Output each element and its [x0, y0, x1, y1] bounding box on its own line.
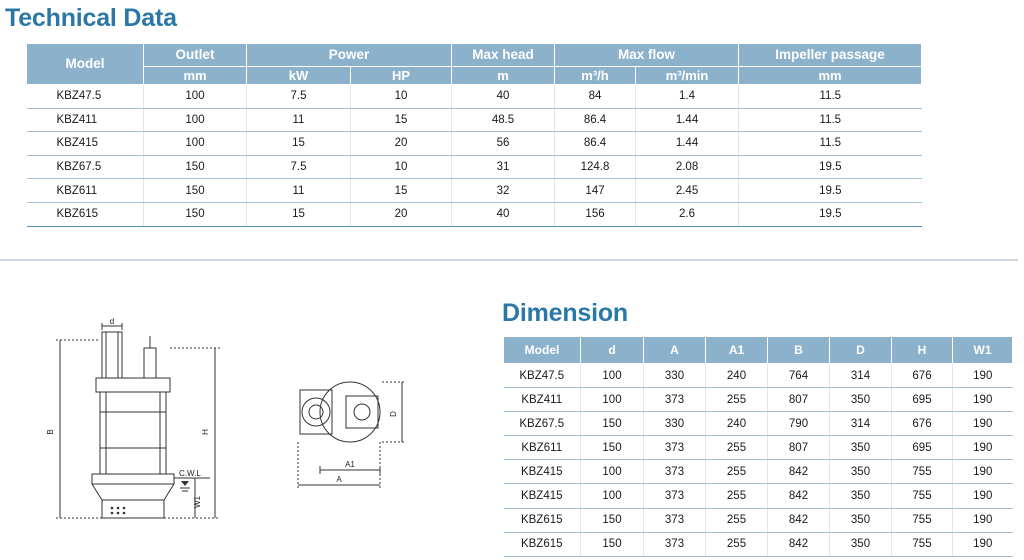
table-cell: 190	[953, 532, 1013, 556]
unit-header: m³/h	[555, 67, 636, 85]
model-cell: KBZ415	[504, 460, 581, 484]
table-cell: 86.4	[555, 132, 636, 156]
table-row	[504, 412, 1013, 436]
table-cell: 314	[830, 364, 892, 388]
table-cell: 240	[706, 412, 768, 436]
table-cell: 150	[144, 179, 247, 203]
table-row	[504, 508, 1013, 532]
table-cell: 19.5	[739, 155, 922, 179]
table-cell: 807	[768, 388, 830, 412]
table-cell: 373	[644, 436, 706, 460]
table-cell: 807	[768, 436, 830, 460]
table-cell: 330	[644, 364, 706, 388]
table-cell: 842	[768, 532, 830, 556]
col-header-max-head: Max head	[452, 44, 555, 67]
table-cell: 2.45	[636, 179, 739, 203]
table-cell: 255	[706, 508, 768, 532]
model-cell: KBZ615	[504, 508, 581, 532]
table-cell: 11.5	[739, 85, 922, 109]
table-cell: 86.4	[555, 108, 636, 132]
col-header: B	[768, 337, 830, 364]
table-cell: 190	[953, 508, 1013, 532]
table-row	[27, 155, 922, 179]
table-cell: 676	[892, 412, 953, 436]
table-cell: 15	[351, 179, 452, 203]
table-cell: 755	[892, 532, 953, 556]
table-row	[504, 388, 1013, 412]
col-header: D	[830, 337, 892, 364]
table-cell: 373	[644, 484, 706, 508]
table-cell: 314	[830, 412, 892, 436]
table-cell: 350	[830, 508, 892, 532]
table-cell: 11.5	[739, 108, 922, 132]
table-row	[504, 484, 1013, 508]
dim-label-d: d	[109, 318, 115, 326]
table-row	[27, 85, 922, 109]
table-cell: 124.8	[555, 155, 636, 179]
table-cell: 15	[247, 132, 351, 156]
table-cell: 19.5	[739, 179, 922, 203]
table-cell: 100	[581, 388, 644, 412]
model-cell: KBZ411	[27, 108, 144, 132]
dim-label-a1: A1	[345, 460, 355, 469]
section-divider	[0, 259, 1018, 261]
table-cell: 11	[247, 179, 351, 203]
table-cell: 240	[706, 364, 768, 388]
table-cell: 373	[644, 388, 706, 412]
table-cell: 7.5	[247, 155, 351, 179]
model-cell: KBZ47.5	[27, 85, 144, 109]
table-row	[504, 436, 1013, 460]
table-cell: 100	[144, 108, 247, 132]
model-cell: KBZ611	[504, 436, 581, 460]
table-cell: 40	[452, 202, 555, 226]
table-cell: 190	[953, 436, 1013, 460]
dim-label-h: H	[201, 429, 210, 435]
unit-header: mm	[144, 67, 247, 85]
table-cell: 190	[953, 460, 1013, 484]
table-cell: 676	[892, 364, 953, 388]
dimension-table	[503, 336, 1013, 557]
table-cell: 20	[351, 132, 452, 156]
table-cell: 31	[452, 155, 555, 179]
table-cell: 100	[144, 132, 247, 156]
col-header-max-flow: Max flow	[555, 44, 739, 67]
table-cell: 255	[706, 388, 768, 412]
header-row	[27, 44, 922, 67]
table-cell: 40	[452, 85, 555, 109]
model-cell: KBZ611	[27, 179, 144, 203]
table-cell: 350	[830, 460, 892, 484]
col-header: A	[644, 337, 706, 364]
table-cell: 150	[144, 202, 247, 226]
pump-side-view-drawing	[40, 318, 230, 528]
dim-label-top-d: D	[389, 411, 398, 417]
table-cell: 56	[452, 132, 555, 156]
table-cell: 842	[768, 484, 830, 508]
dim-label-b: B	[46, 429, 55, 435]
table-row	[504, 460, 1013, 484]
table-cell: 755	[892, 460, 953, 484]
table-cell: 32	[452, 179, 555, 203]
table-cell: 10	[351, 85, 452, 109]
unit-header: m³/min	[636, 67, 739, 85]
table-cell: 1.44	[636, 132, 739, 156]
table-cell: 330	[644, 412, 706, 436]
model-cell: KBZ415	[504, 484, 581, 508]
table-cell: 2.08	[636, 155, 739, 179]
dim-label-w1: W1	[193, 496, 202, 508]
table-row	[27, 179, 922, 203]
table-cell: 695	[892, 436, 953, 460]
table-cell: 755	[892, 508, 953, 532]
model-cell: KBZ67.5	[504, 412, 581, 436]
model-cell: KBZ411	[504, 388, 581, 412]
technical-data-title: Technical Data	[5, 4, 177, 32]
table-cell: 190	[953, 364, 1013, 388]
table-cell: 190	[953, 484, 1013, 508]
table-cell: 350	[830, 388, 892, 412]
table-cell: 150	[581, 436, 644, 460]
dim-label-a: A	[336, 475, 342, 484]
table-cell: 20	[351, 202, 452, 226]
table-cell: 255	[706, 532, 768, 556]
header-row	[504, 337, 1013, 364]
unit-header: mm	[739, 67, 922, 85]
col-header-model: Model	[27, 44, 144, 85]
table-cell: 19.5	[739, 202, 922, 226]
table-cell: 156	[555, 202, 636, 226]
col-header: d	[581, 337, 644, 364]
table-cell: 695	[892, 388, 953, 412]
table-cell: 7.5	[247, 85, 351, 109]
table-cell: 100	[144, 85, 247, 109]
table-cell: 373	[644, 532, 706, 556]
table-cell: 255	[706, 484, 768, 508]
table-cell: 100	[581, 484, 644, 508]
dimension-title: Dimension	[502, 299, 628, 327]
table-cell: 100	[581, 364, 644, 388]
table-row	[27, 132, 922, 156]
unit-header: HP	[351, 67, 452, 85]
table-cell: 190	[953, 388, 1013, 412]
table-cell: 150	[581, 412, 644, 436]
table-cell: 842	[768, 460, 830, 484]
table-cell: 1.4	[636, 85, 739, 109]
table-cell: 190	[953, 412, 1013, 436]
table-cell: 350	[830, 436, 892, 460]
table-cell: 100	[581, 460, 644, 484]
table-cell: 15	[247, 202, 351, 226]
table-cell: 755	[892, 484, 953, 508]
table-cell: 150	[581, 532, 644, 556]
units-row	[27, 67, 922, 85]
table-cell: 15	[351, 108, 452, 132]
table-cell: 373	[644, 460, 706, 484]
table-cell: 150	[144, 155, 247, 179]
col-header-power: Power	[247, 44, 452, 67]
unit-header: m	[452, 67, 555, 85]
table-row	[504, 532, 1013, 556]
table-cell: 11.5	[739, 132, 922, 156]
model-cell: KBZ47.5	[504, 364, 581, 388]
table-cell: 84	[555, 85, 636, 109]
unit-header: kW	[247, 67, 351, 85]
table-cell: 790	[768, 412, 830, 436]
table-cell: 350	[830, 532, 892, 556]
model-cell: KBZ615	[27, 202, 144, 226]
table-cell: 842	[768, 508, 830, 532]
table-row	[27, 202, 922, 226]
pump-top-view-drawing	[292, 372, 417, 497]
table-cell: 350	[830, 484, 892, 508]
table-cell: 373	[644, 508, 706, 532]
model-cell: KBZ415	[27, 132, 144, 156]
dim-label-cwl: C.W.L	[179, 469, 201, 478]
col-header: W1	[953, 337, 1013, 364]
col-header-outlet: Outlet	[144, 44, 247, 67]
table-row	[27, 108, 922, 132]
col-header-impeller-passage: Impeller passage	[739, 44, 922, 67]
table-cell: 150	[581, 508, 644, 532]
table-row	[504, 364, 1013, 388]
model-cell: KBZ615	[504, 532, 581, 556]
table-cell: 255	[706, 460, 768, 484]
table-cell: 1.44	[636, 108, 739, 132]
table-cell: 255	[706, 436, 768, 460]
col-header: Model	[504, 337, 581, 364]
table-cell: 147	[555, 179, 636, 203]
table-cell: 48.5	[452, 108, 555, 132]
table-cell: 11	[247, 108, 351, 132]
col-header: H	[892, 337, 953, 364]
table-cell: 2.6	[636, 202, 739, 226]
col-header: A1	[706, 337, 768, 364]
model-cell: KBZ67.5	[27, 155, 144, 179]
technical-data-table	[26, 43, 922, 227]
table-cell: 764	[768, 364, 830, 388]
table-cell: 10	[351, 155, 452, 179]
